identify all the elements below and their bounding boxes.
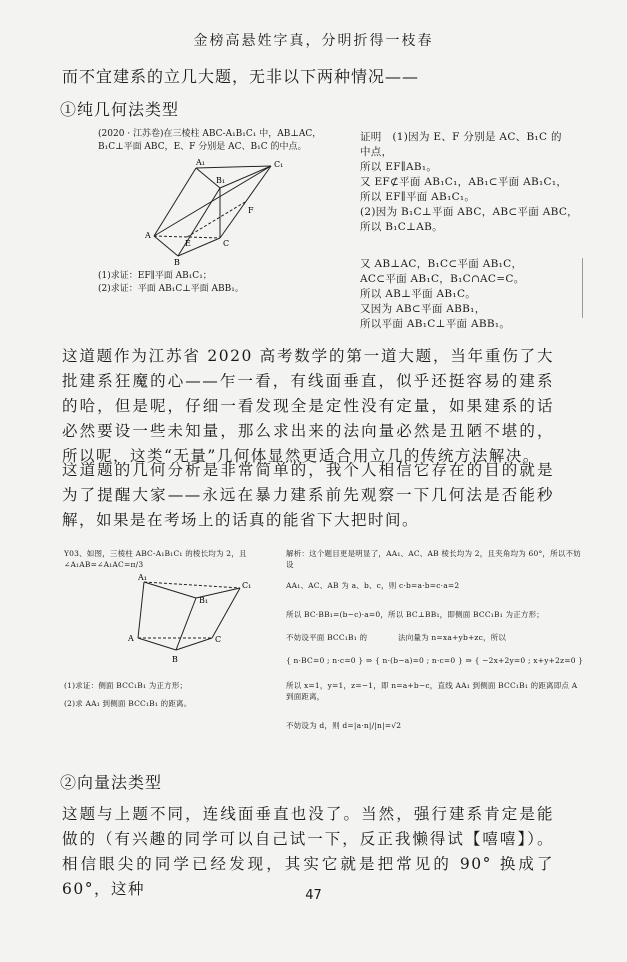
scan-edge-mark xyxy=(582,258,583,318)
paragraph-3: 这题与上题不同，连线面垂直也没了。当然，强行建系肯定是能做的（有兴趣的同学可以自己试一下，反正我懒得试【嘻嘻】）。相信眼尖的同学已经发现，其实它就是把常见的 90° 换成了 60°，这种 xyxy=(62,805,554,898)
proof-line: 所以 EF∥AB₁。 xyxy=(360,161,438,173)
solution-line: 不妨设平面 BCC₁B₁ 的 法向量为 n=xa+yb+zc，所以 xyxy=(286,633,507,642)
proof-line: (2)因为 B₁C⊥平面 ABC，AB⊂平面 ABC， xyxy=(360,206,578,218)
section1-title: ①纯几何法类型 xyxy=(60,100,180,119)
example2-solution xyxy=(286,548,586,731)
section2-title: ②向量法类型 xyxy=(60,773,163,792)
proof-line: 所以 AB⊥平面 AB₁C。 xyxy=(360,288,477,300)
example2-problem: Y03、如图，三棱柱 ABC-A₁B₁C₁ 的棱长均为 2，且∠A₁AB=∠A₁AC=π/3 xyxy=(64,549,247,569)
label-C1: C₁ xyxy=(274,160,284,169)
example1-questions xyxy=(98,270,338,296)
prism-figure-1 xyxy=(140,158,310,266)
solution-line: 解析：这个题目更是明显了，AA₁、AC、AB 棱长均为 2，且夹角均为 60°，所以不妨设 xyxy=(286,549,581,569)
label-E: E xyxy=(185,239,191,248)
proof-line: AC⊂平面 AB₁C，B₁C∩AC=C。 xyxy=(360,273,525,285)
running-header: 金榜高悬姓字真，分明折得一枝春 xyxy=(193,33,434,49)
label-B: B xyxy=(174,258,180,266)
example1-q2: (2)求证：平面 AB₁C⊥平面 ABB₁。 xyxy=(98,284,244,294)
paragraph-1: 这道题作为江苏省 2020 高考数学的第一道大题，当年重伤了大批建系狂魔的心——乍一看，有线面垂直，似乎还挺容易的建系的哈，但是呢，仔细一看发现全是定性没有定量，如果建系的话必然要设一些未知量，那么求出来的法向量必然是丑陋不堪的，所以呢，这类“无量”几何体显然更适合用立几的传统方法解决。 xyxy=(62,347,554,465)
proof-line: 所以 B₁C⊥AB。 xyxy=(360,221,443,233)
example1-problem-line1: (2020 · 江苏卷)在三棱柱 ABC-A₁B₁C₁ 中，AB⊥AC， xyxy=(98,129,322,139)
solution-line: 所以 BC·BB₁=(b−c)·a=0，所以 BC⊥BB₁，即侧面 BCC₁B₁ 为正方形； xyxy=(286,610,544,619)
page-number: 47 xyxy=(305,888,322,903)
solution-line: 所以 x=1，y=1，z=−1，即 n=a+b−c，直线 AA₁ 到侧面 BCC₁B₁ 的距离即点 A 到面距离， xyxy=(286,681,578,701)
proof-line: 中点， xyxy=(360,146,393,158)
label-A: A xyxy=(145,231,151,240)
label2-C1: C₁ xyxy=(242,581,252,590)
label-A1: A₁ xyxy=(196,158,205,167)
proof-line: 证明 (1)因为 E、F 分别是 AC、B₁C 的 xyxy=(360,131,562,143)
prism-figure-2 xyxy=(100,570,260,670)
example1-problem xyxy=(98,128,338,154)
label2-B1: B₁ xyxy=(199,596,209,605)
solution-line: { n·BC=0 ; n·c=0 } ⇒ { n·(b−a)=0 ; n·c=0 } ⇒ { −2x+2y=0 ; x+y+2z=0 } xyxy=(286,656,584,665)
intro-line: 而不宜建系的立几大题，无非以下两种情况—— xyxy=(62,67,420,86)
label2-A: A xyxy=(128,634,134,643)
solution-line: AA₁、AC、AB 为 a、b、c，则 c·b=a·b=c·a=2 xyxy=(286,581,460,590)
example2-q1: (1)求证：侧面 BCC₁B₁ 为正方形； xyxy=(64,681,188,690)
example1-problem-line2: B₁C⊥平面 ABC，E、F 分别是 AC、B₁C 的中点。 xyxy=(98,142,307,152)
example1-proof xyxy=(360,130,590,332)
label2-C: C xyxy=(215,635,222,644)
example2-q2: (2)求 AA₁ 到侧面 BCC₁B₁ 的距离。 xyxy=(64,699,192,708)
label2-B: B xyxy=(172,655,178,664)
proof-line: 又因为 AB⊂平面 ABB₁， xyxy=(360,303,486,315)
label-C: C xyxy=(223,239,230,248)
proof-line: 又 EF⊄平面 AB₁C₁，AB₁⊂平面 AB₁C₁， xyxy=(360,176,568,188)
label-F: F xyxy=(248,206,254,215)
example1-q1: (1)求证：EF∥平面 AB₁C₁； xyxy=(98,271,212,281)
solution-line: 不妨设为 d，则 d=|a·n|/|n|=√2 xyxy=(286,721,402,730)
proof-line: 所以平面 AB₁C⊥平面 ABB₁。 xyxy=(360,318,511,330)
proof-line: 又 AB⊥AC，B₁C⊂平面 AB₁C， xyxy=(360,258,523,270)
label2-A1: A₁ xyxy=(138,573,147,582)
proof-line: 所以 EF∥平面 AB₁C₁。 xyxy=(360,191,476,203)
paragraph-2: 这道题的几何分析是非常简单的，我个人相信它存在的目的就是为了提醒大家——永远在暴力建系前先观察一下几何法是否能秒解，如果是在考场上的话真的能省下大把时间。 xyxy=(62,461,554,529)
label-B1: B₁ xyxy=(216,176,226,185)
proof-line xyxy=(360,235,590,257)
